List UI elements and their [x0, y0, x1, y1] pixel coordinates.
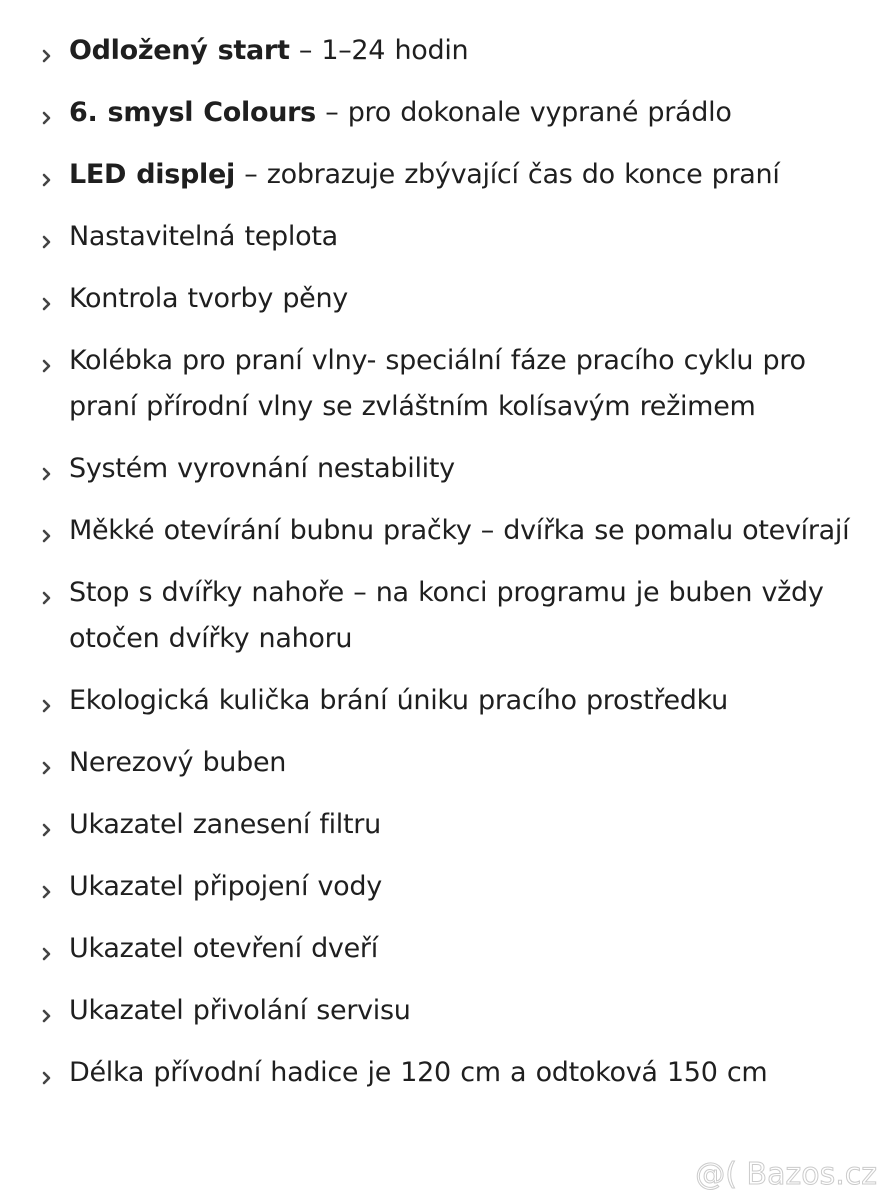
feature-item: [0, 740, 889, 786]
feature-item: [0, 276, 889, 322]
feature-item: [0, 570, 889, 662]
chevron-right-icon: [40, 231, 54, 251]
feature-text: Ekologická kulička brání úniku pracího prostředku: [69, 685, 728, 716]
chevron-right-icon: [40, 695, 54, 715]
feature-text: Ukazatel připojení vody: [69, 871, 382, 902]
feature-text: – zobrazuje zbývající čas do konce praní: [234, 159, 780, 190]
feature-text: Ukazatel přivolání servisu: [69, 995, 411, 1026]
feature-text: Stop s dvířky nahoře – na konci programu je buben vždy otočen dvířky nahoru: [69, 577, 824, 654]
feature-item: [0, 90, 889, 136]
feature-text: Ukazatel otevření dveří: [69, 933, 378, 964]
chevron-right-icon: [40, 819, 54, 839]
chevron-right-icon: [40, 45, 54, 65]
chevron-right-icon: [40, 525, 54, 545]
chevron-right-icon: [40, 463, 54, 483]
feature-text: Délka přívodní hadice je 120 cm a odtoková 150 cm: [69, 1057, 768, 1088]
feature-item: [0, 338, 889, 430]
feature-text: Kontrola tvorby pěny: [69, 283, 348, 314]
feature-text: Nastavitelná teplota: [69, 221, 338, 252]
feature-item: [0, 988, 889, 1034]
feature-list: [0, 28, 889, 1112]
watermark-logo: @( Bazos.cz: [695, 1157, 877, 1192]
feature-item: [0, 1050, 889, 1096]
chevron-right-icon: [40, 943, 54, 963]
feature-title: LED displej: [69, 159, 235, 190]
feature-item: [0, 214, 889, 260]
feature-item: [0, 446, 889, 492]
feature-text: Systém vyrovnání nestability: [69, 453, 455, 484]
feature-item: [0, 864, 889, 910]
chevron-right-icon: [40, 293, 54, 313]
chevron-right-icon: [40, 1005, 54, 1025]
chevron-right-icon: [40, 169, 54, 189]
feature-item: [0, 802, 889, 848]
feature-text: – 1–24 hodin: [289, 35, 469, 66]
chevron-right-icon: [40, 881, 54, 901]
feature-item: [0, 508, 889, 554]
feature-item: [0, 926, 889, 972]
chevron-right-icon: [40, 757, 54, 777]
feature-title: 6. smysl Colours: [69, 97, 316, 128]
feature-item: [0, 152, 889, 198]
feature-text: Nerezový buben: [69, 747, 287, 778]
feature-title: Odložený start: [69, 35, 290, 66]
feature-text: – pro dokonale vyprané prádlo: [315, 97, 732, 128]
chevron-right-icon: [40, 1067, 54, 1087]
chevron-right-icon: [40, 107, 54, 127]
feature-text: Ukazatel zanesení filtru: [69, 809, 381, 840]
feature-item: [0, 28, 889, 74]
chevron-right-icon: [40, 355, 54, 375]
feature-text: Měkké otevírání bubnu pračky – dvířka se pomalu otevírají: [69, 515, 850, 546]
feature-item: [0, 678, 889, 724]
feature-text: Kolébka pro praní vlny- speciální fáze pracího cyklu pro praní přírodní vlny se zvláštním kolísavým režimem: [69, 345, 806, 422]
chevron-right-icon: [40, 587, 54, 607]
